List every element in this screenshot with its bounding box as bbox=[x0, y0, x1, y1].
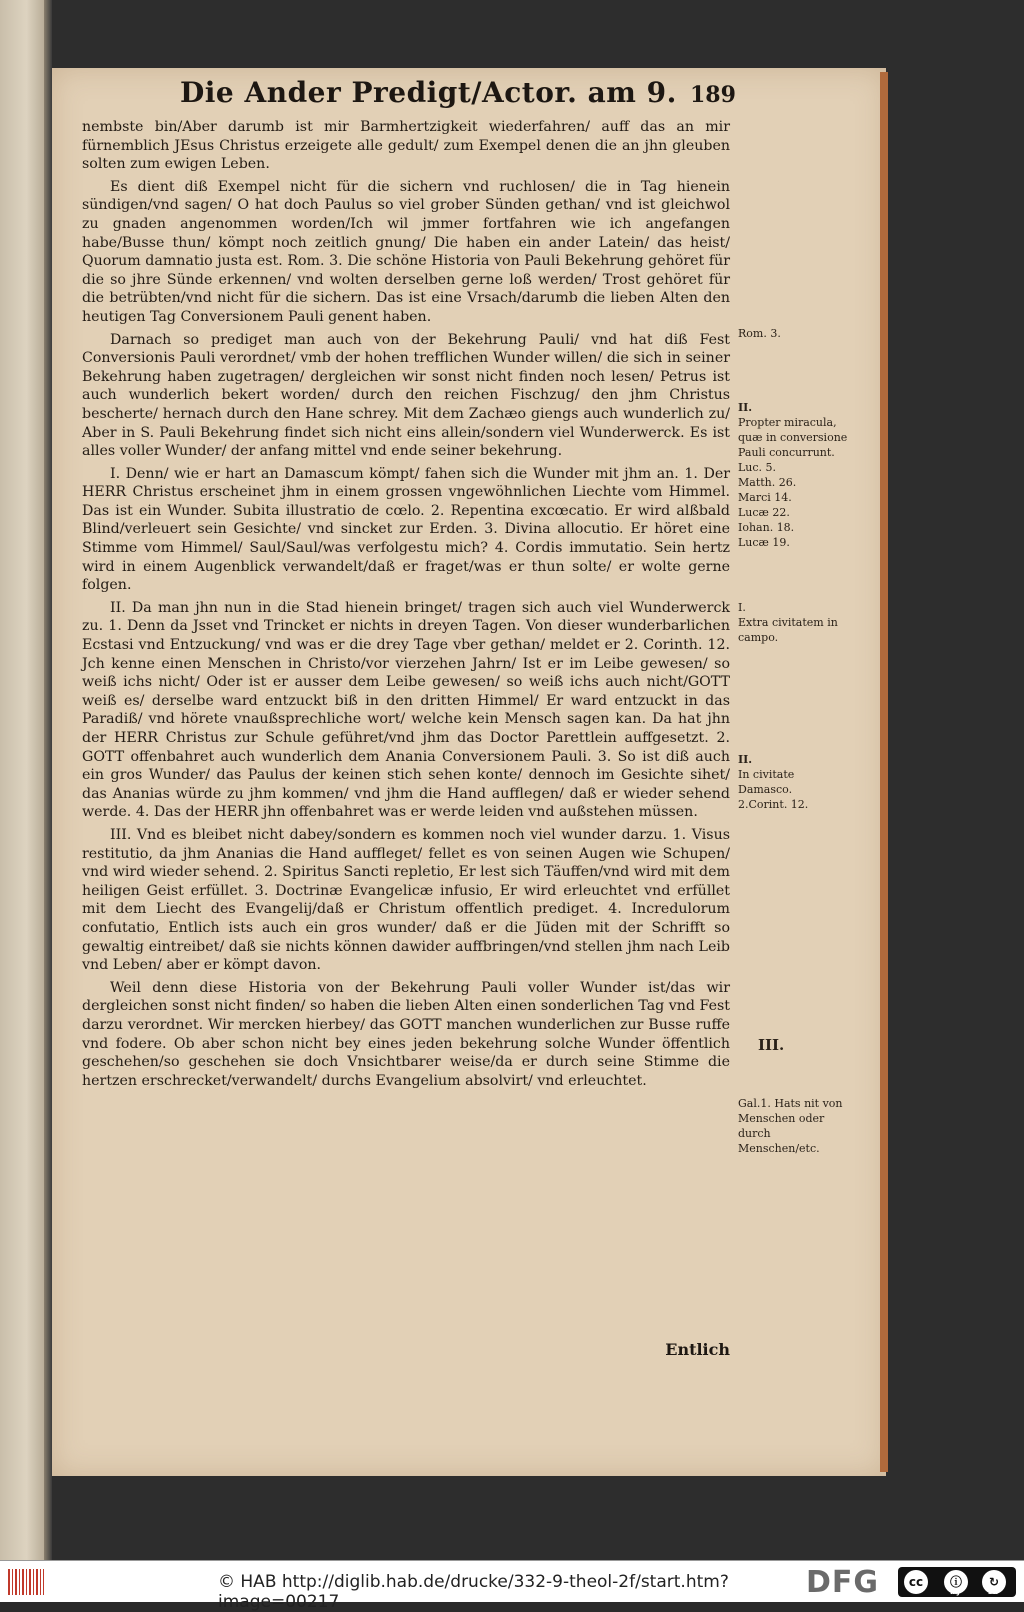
margin-note-line: I. bbox=[738, 601, 746, 614]
margin-note-line: Luc. 5. bbox=[738, 461, 777, 474]
margin-note-line: Lucæ 22. bbox=[738, 506, 790, 519]
margin-note-line: III. bbox=[758, 1036, 785, 1054]
margin-note-line: In civitate Damasco. bbox=[738, 768, 795, 796]
body-text bbox=[82, 118, 730, 1094]
hab-logo-icon bbox=[8, 1569, 44, 1595]
margin-note bbox=[738, 326, 848, 341]
sa-label: sa bbox=[988, 1587, 999, 1596]
margin-note-line: Extra civitatem in campo. bbox=[738, 616, 838, 644]
margin-note bbox=[738, 752, 848, 812]
creative-commons-badge[interactable] bbox=[898, 1567, 1016, 1597]
margin-note-line: II. bbox=[738, 401, 753, 414]
paragraph: Weil denn diese Historia von der Bekehrung Pauli voller Wunder ist/das wir dergleichen sonst nicht finden/ so haben die lieben Alten einen sonderlichen Tag vnd Fest darzu verordnet. Wir mercken hierbey/ das GOTT manchen wunderlichen zur Busse ruffe vnd fodere. Ob aber schon nicht bey eines jeden bekehrung solche Wunder öffentlich geschehen/so geschehen sie doch Vnsichtbarer weise/da er durch seine Stimme die hertzen erschrecket/verwandelt/ durchs Evangelium absolvirt/ vnd erleuchtet. bbox=[82, 979, 730, 1089]
paragraph: nembste bin/Aber darumb ist mir Barmhertzigkeit wiederfahren/ auff das an mir fürnemblich JEsus Christus erzeigete alle gedult/ zum Exempel denen die an jhn gleuben solten zum ewigen Leben. bbox=[82, 119, 730, 173]
catchword: Entlich bbox=[665, 1340, 730, 1359]
margin-note-line: Rom. 3. bbox=[738, 327, 781, 340]
by-label: by bbox=[950, 1587, 961, 1596]
margin-note-line: Iohan. 18. bbox=[738, 521, 795, 534]
page-number: 189 bbox=[690, 82, 736, 108]
margin-note-line: Gal.1. Hats nit von Menschen oder durch Menschen/etc. bbox=[738, 1097, 843, 1155]
margin-note-line: 2.Corint. 12. bbox=[738, 798, 809, 811]
margin-note-line: Marci 14. bbox=[738, 491, 792, 504]
previous-page-edge bbox=[0, 0, 44, 1560]
margin-note bbox=[758, 1038, 868, 1053]
paragraph: Es dient diß Exempel nicht für die sichern vnd ruchlosen/ die in Tag hienein sündigen/vnd sagen/ O hat doch Paulus so viel grober Sünden gethan/ vnd ist gleichwol zu gnaden angenommen worden/Ich wil jmmer fortfahren wie ich angefangen habe/Busse thun/ kömpt noch zeitlich gnung/ Die haben ein ander Latein/ das heist/ Quorum damnatio justa est. Rom. 3. Die schöne Historia von Pauli Bekehrung gehöret für die so jhre Sünde erkennen/ vnd wolten derselben gerne loß werden/ Trost gehöret für die betrübten/vnd nicht für die sichern. Das ist eine Vrsach/darumb die lieben Alten den heutigen Tag Conversionem Pauli genent haben. bbox=[82, 178, 730, 325]
page-fore-edge bbox=[880, 72, 888, 1472]
margin-note bbox=[738, 1096, 848, 1156]
running-header: Die Ander Predigt/Actor. am 9. bbox=[180, 76, 677, 109]
margin-note-line: Lucæ 19. bbox=[738, 536, 790, 549]
cc-icon: cc bbox=[904, 1570, 928, 1594]
margin-note bbox=[738, 600, 848, 645]
gutter-shadow bbox=[44, 0, 52, 1560]
paragraph: Darnach so prediget man auch von der Bekehrung Pauli/ vnd hat diß Fest Conversionis Pauli verordnet/ vmb der hohen trefflichen Wunder willen/ die sich in seiner Bekehrung haben zugetragen/ dergleichen wir sonst nicht finden noch lesen/ Petrus ist auch wunderlich bekert worden/ durch den reichen Fischzug/ den jhm Christus bescherte/ hernach durch den Hane schrey. Mit dem Zachæo giengs auch wunderlich zu/ Aber in S. Pauli Bekehrung findet sich nicht eins allein/sondern viel Wunderwerck. Es ist alles voller Wunder/ der anfang mittel vnd ende seiner bekehrung. bbox=[82, 331, 730, 460]
source-link[interactable]: © HAB http://diglib.hab.de/drucke/332-9-theol-2f/start.htm?image=00217 bbox=[218, 1572, 729, 1612]
sa-icon: ↻ bbox=[982, 1570, 1006, 1594]
footer-bar bbox=[0, 1560, 1024, 1612]
paragraph: I. Denn/ wie er hart an Damascum kömpt/ fahen sich die Wunder mit jhm an. 1. Der HERR Christus erscheinet jhm in einem grossen vngewöhnlichen Liechte vom Himmel. Das ist ein Wunder. Subita illustratio de cœlo. 2. Repentina excœcatio. Er wird alßbald Blind/verleuert sein Gesichte/ vnd sincket zur Erden. 3. Divina allocutio. Er höret eine Stimme vom Himmel/ Saul/Saul/was verfolgestu mich? 4. Cordis immutatio. Sein hertz wird in einem Augenblick verwandelt/daß er fraget/was er thun solte/ er wolte gerne folgen. bbox=[82, 465, 730, 594]
margin-note-line: Propter miracula, quæ in conversione Pauli concurrunt. bbox=[738, 416, 848, 459]
margin-note bbox=[738, 400, 848, 550]
margin-note-line: Matth. 26. bbox=[738, 476, 797, 489]
margin-note-line: II. bbox=[738, 753, 753, 766]
paragraph: III. Vnd es bleibet nicht dabey/sondern es kommen noch viel wunder darzu. 1. Visus restitutio, da jhm Ananias die Hand auffleget/ fellet es von seinen Augen wie Schupen/ vnd wird wieder sehend. 2. Spiritus Sancti repletio, Er lest sich Täuffen/vnd wird mit dem heiligen Geist erfüllet. 3. Doctrinæ Evangelicæ infusio, Er wird erleuchtet vnd erfüllet mit dem Liecht des Evangelij/daß er Christum offentlich prediget. 4. Incredulorum confutatio, Entlich ists auch ein gros wunder/ daß er die Jüden mit der Schrifft so gewaltig eintreibet/ daß sie nichts können dawider auffbringen/vnd stellen jhm nach Leib vnd Leben/ aber er kömpt davon. bbox=[82, 826, 730, 974]
by-icon: ⓘ bbox=[944, 1570, 968, 1594]
paragraph: II. Da man jhn nun in die Stad hienein bringet/ tragen sich auch viel Wunderwerck zu. 1. Denn da Jsset vnd Trincket er nichts in dreyen Tagen. Von dieser wunderbarlichen Ecstasi vnd Entzuckung/ vnd was er die drey Tage vber gethan/ meldet er 2. Corinth. 12. Jch kenne einen Menschen in Christo/vor vierzehen Jahrn/ Ist er im Leibe gewesen/ so weiß ichs nicht/ Oder ist er ausser dem Leibe gewesen/ so weiß ichs auch nicht/GOTT weiß es/ derselbe ward entzuckt biß in den dritten Himmel/ Er ward entzuckt in das Paradiß/ vnd hörete vnaußsprechliche wort/ welche kein Mensch sagen kan. Da hat jhn der HERR Christus zur Schule geführet/vnd jhm das Doctor Parettlein auffgesetzt. 2. GOTT offenbahret auch wunderlich dem Anania Conversionem Pauli. 3. So ist diß auch ein gros Wunder/ das Paulus der keinen stich sehen konte/ dennoch im Gesichte sihet/ das Ananias würde zu jhm kommen/ vnd jhm die Hand aufflegen/ daß er wieder sehend werde. 4. Das der HERR jhn offenbahret was er werde leiden vnd außstehen müssen. bbox=[82, 599, 730, 821]
dfg-logo: DFG bbox=[806, 1565, 880, 1600]
